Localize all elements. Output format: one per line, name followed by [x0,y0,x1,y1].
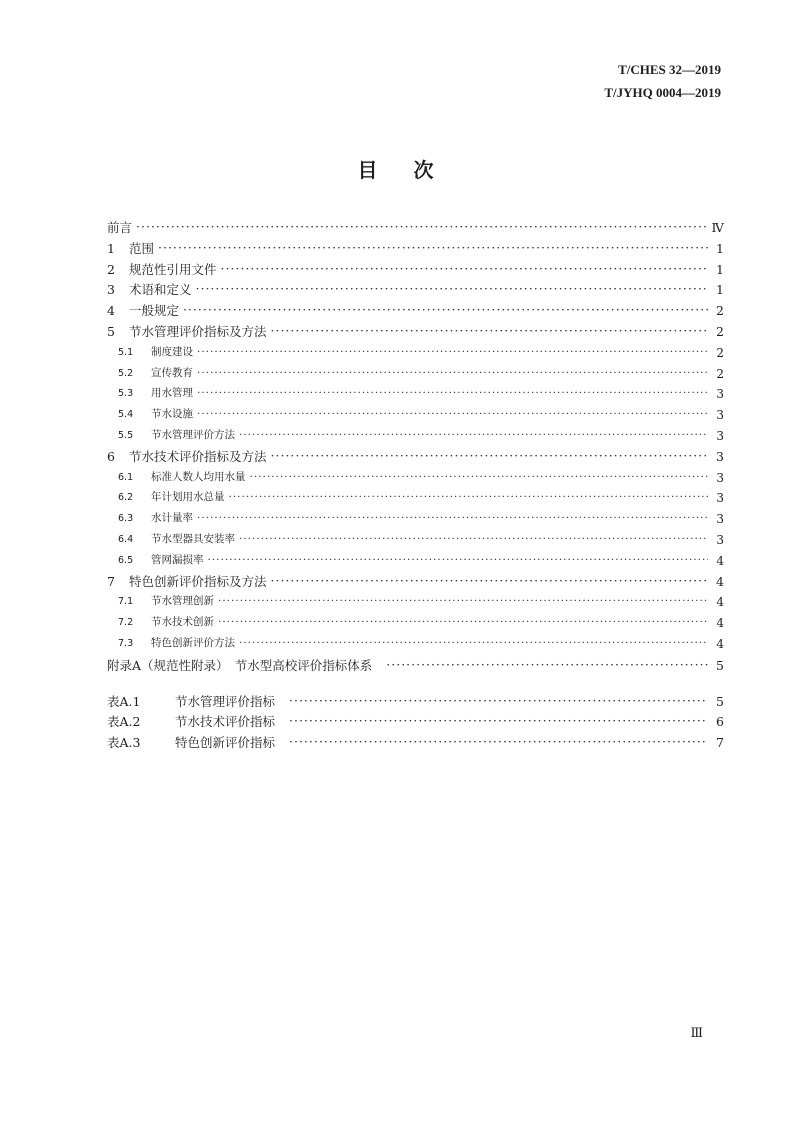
toc-entry[interactable] [107,592,724,613]
toc-table-page: 7 [716,734,724,750]
toc-leader [271,447,708,467]
page-title [0,154,793,183]
toc-leader [196,280,708,300]
toc-entry-page: 1 [716,240,724,256]
toc-entry[interactable] [107,239,724,260]
toc-entry-label: 制度建设 [151,345,193,358]
toc-entry-number: 5.1 [118,346,134,358]
toc-entry-page: 2 [716,303,724,319]
toc-entry-number: 7.3 [118,637,134,649]
toc-entry-page: 4 [716,573,724,589]
toc-entry-number: 6 [107,448,115,464]
toc-entry-title [118,426,239,447]
toc-table-title [107,692,289,713]
toc-entry-title [118,364,197,385]
toc-entry-page: 3 [716,470,724,485]
toc-entry-page: 3 [716,448,724,464]
toc-entry[interactable] [107,426,724,447]
toc-table-title [107,712,289,733]
toc-entry-label: 节水管理评价方法 [151,428,235,441]
toc-entry[interactable] [107,322,724,343]
toc-entry-title [118,468,250,489]
toc-table-entry[interactable] [107,733,724,754]
standard-code-secondary: T/JYHQ 0004—2019 [604,85,721,100]
toc-entry[interactable] [107,572,724,593]
toc-leader [289,712,708,732]
toc-leader [218,592,708,612]
toc-entry-label: 前言 [107,220,133,235]
toc-annex-text: 附录A（规范性附录） 节水型高校评价指标体系 [107,657,373,673]
toc-entry-page: 1 [716,261,724,277]
toc-entry-page: 2 [716,345,724,360]
toc-entry-number: 5.3 [118,388,134,400]
toc-leader [239,426,708,446]
toc-entry-page: 4 [716,553,724,568]
toc-leader [221,260,708,280]
toc-entry-label: 规范性引用文件 [129,261,217,277]
toc-entry-label: 特色创新评价方法 [151,636,235,649]
toc-table-page: 5 [716,693,724,709]
toc-entry[interactable] [107,260,724,281]
toc-entry[interactable] [107,384,724,405]
toc-entry-title [107,322,271,343]
toc-entry-title [118,488,229,509]
toc-entry-title [118,343,197,364]
toc-entry-page: 3 [716,491,724,506]
toc-entry-number: 6.4 [118,533,134,545]
toc-table-label: 特色创新评价指标 [175,734,276,750]
toc-entry-title [118,530,239,551]
toc-leader [136,218,707,238]
toc-leader [158,239,708,259]
toc-entry-label: 用水管理 [151,387,193,400]
standard-code-primary: T/CHES 32—2019 [618,62,721,77]
toc-entry[interactable] [107,218,724,239]
toc-entry-title [118,384,197,405]
toc-leader [271,572,708,592]
toc-entry-number: 5.5 [118,429,134,441]
toc-leader [197,384,708,404]
toc-entry-title [107,447,271,468]
toc-entry-number: 5.4 [118,409,134,421]
toc-entry-title [107,260,221,281]
toc-entry-page: 1 [716,282,724,298]
toc-entry-label: 范围 [129,240,155,256]
toc-entry-number: 6.2 [118,492,134,504]
toc-entry-page: 4 [716,595,724,610]
toc-entry[interactable] [107,364,724,385]
toc-entry-label: 水计量率 [151,512,193,525]
toc-entry-title [118,509,197,530]
standard-codes [604,58,721,104]
toc-entry-number: 5 [107,323,115,339]
page-title-right: 次 [413,158,436,182]
toc-entry-page: 4 [716,636,724,651]
toc-entry-page: 4 [716,616,724,631]
toc-entries [107,218,724,655]
toc-leader [197,343,708,363]
toc-entry-page: 3 [716,532,724,547]
toc-gap [107,676,724,692]
toc-entry-label: 管网漏损率 [151,553,204,566]
toc-entry[interactable] [107,447,724,468]
toc-table-label: 节水技术评价指标 [175,714,276,730]
page-number: Ⅲ [690,1026,703,1041]
toc-table-page: 6 [716,714,724,730]
toc-leader [239,634,708,654]
toc-entry-page: 3 [716,387,724,402]
toc-entry-label: 一般规定 [129,303,180,319]
toc-entry-number: 2 [107,261,115,277]
toc-entry[interactable] [107,280,724,301]
toc-entry[interactable] [107,634,724,655]
toc-entry-number: 6.3 [118,513,134,525]
toc-entry-title [107,218,136,239]
toc-entry-number: 7 [107,573,115,589]
toc-table-number: 表A.1 [107,693,141,709]
toc-table-number: 表A.3 [107,734,141,750]
toc-entry[interactable] [107,509,724,530]
toc-entry-label: 特色创新评价指标及方法 [129,573,267,589]
toc-entry-page: 3 [716,408,724,423]
toc-entry[interactable] [107,301,724,322]
toc-entry[interactable] [107,551,724,572]
toc-entry-label: 节水型器具安装率 [151,532,235,545]
toc-entry-label: 节水管理评价指标及方法 [129,323,267,339]
toc-leader [197,364,708,384]
toc-entry-page: 3 [716,512,724,527]
toc-leader [250,468,709,488]
toc-entry-number: 1 [107,240,115,256]
toc-entry-number: 6.5 [118,554,134,566]
toc-tables [107,692,724,754]
toc-entry-page: 2 [716,323,724,339]
toc-entry[interactable] [107,613,724,634]
toc-entry-number: 4 [107,303,115,319]
toc-entry-label: 节水管理创新 [151,595,214,608]
toc-entry-label: 标准人数人均用水量 [151,470,246,483]
toc-table-entry[interactable] [107,712,724,733]
toc-entry-title [107,572,271,593]
toc-entry-title [107,280,196,301]
toc-leader [289,733,708,753]
toc-entry-title [118,613,218,634]
toc-leader [289,692,708,712]
toc-leader [208,551,709,571]
toc-entry-title [118,592,218,613]
toc-leader [239,530,708,550]
toc-table-title [107,733,289,754]
toc-entry[interactable] [107,530,724,551]
toc-entry-number: 6.1 [118,471,134,483]
toc-entry-number: 7.1 [118,596,134,608]
toc-table-label: 节水管理评价指标 [175,693,276,709]
toc-entry-title [107,239,158,260]
toc-leader [229,488,709,508]
table-of-contents [107,218,724,753]
toc-entry-page: 3 [716,428,724,443]
toc-entry-title [118,405,197,426]
toc-table-entry[interactable] [107,692,724,713]
toc-entry-number: 5.2 [118,367,134,379]
toc-annex-entry[interactable] [107,655,724,676]
toc-leader [197,405,708,425]
toc-entry-label: 术语和定义 [129,282,192,298]
toc-entry[interactable] [107,468,724,489]
toc-entry-label: 节水设施 [151,408,193,421]
toc-entry-number: 3 [107,282,115,298]
toc-entry-title [118,551,208,572]
toc-leader [386,655,708,675]
toc-leader [218,613,708,633]
toc-leader [197,509,708,529]
toc-entry-title [118,634,239,655]
toc-leader [183,301,708,321]
toc-table-number: 表A.2 [107,714,141,730]
toc-annex-page: 5 [716,657,724,673]
toc-entry-number: 7.2 [118,617,134,629]
toc-entry-title [107,301,183,322]
toc-entry[interactable] [107,488,724,509]
toc-entry-label: 节水技术创新 [151,616,214,629]
toc-entry-label: 节水技术评价指标及方法 [129,448,267,464]
page-title-left: 目 [357,158,380,182]
toc-entry[interactable] [107,405,724,426]
toc-leader [271,322,708,342]
toc-entry-label: 年计划用水总量 [151,491,225,504]
toc-entry-page: Ⅳ [711,220,724,235]
toc-entry[interactable] [107,343,724,364]
toc-entry-page: 2 [716,366,724,381]
toc-entry-label: 宣传教育 [151,366,193,379]
